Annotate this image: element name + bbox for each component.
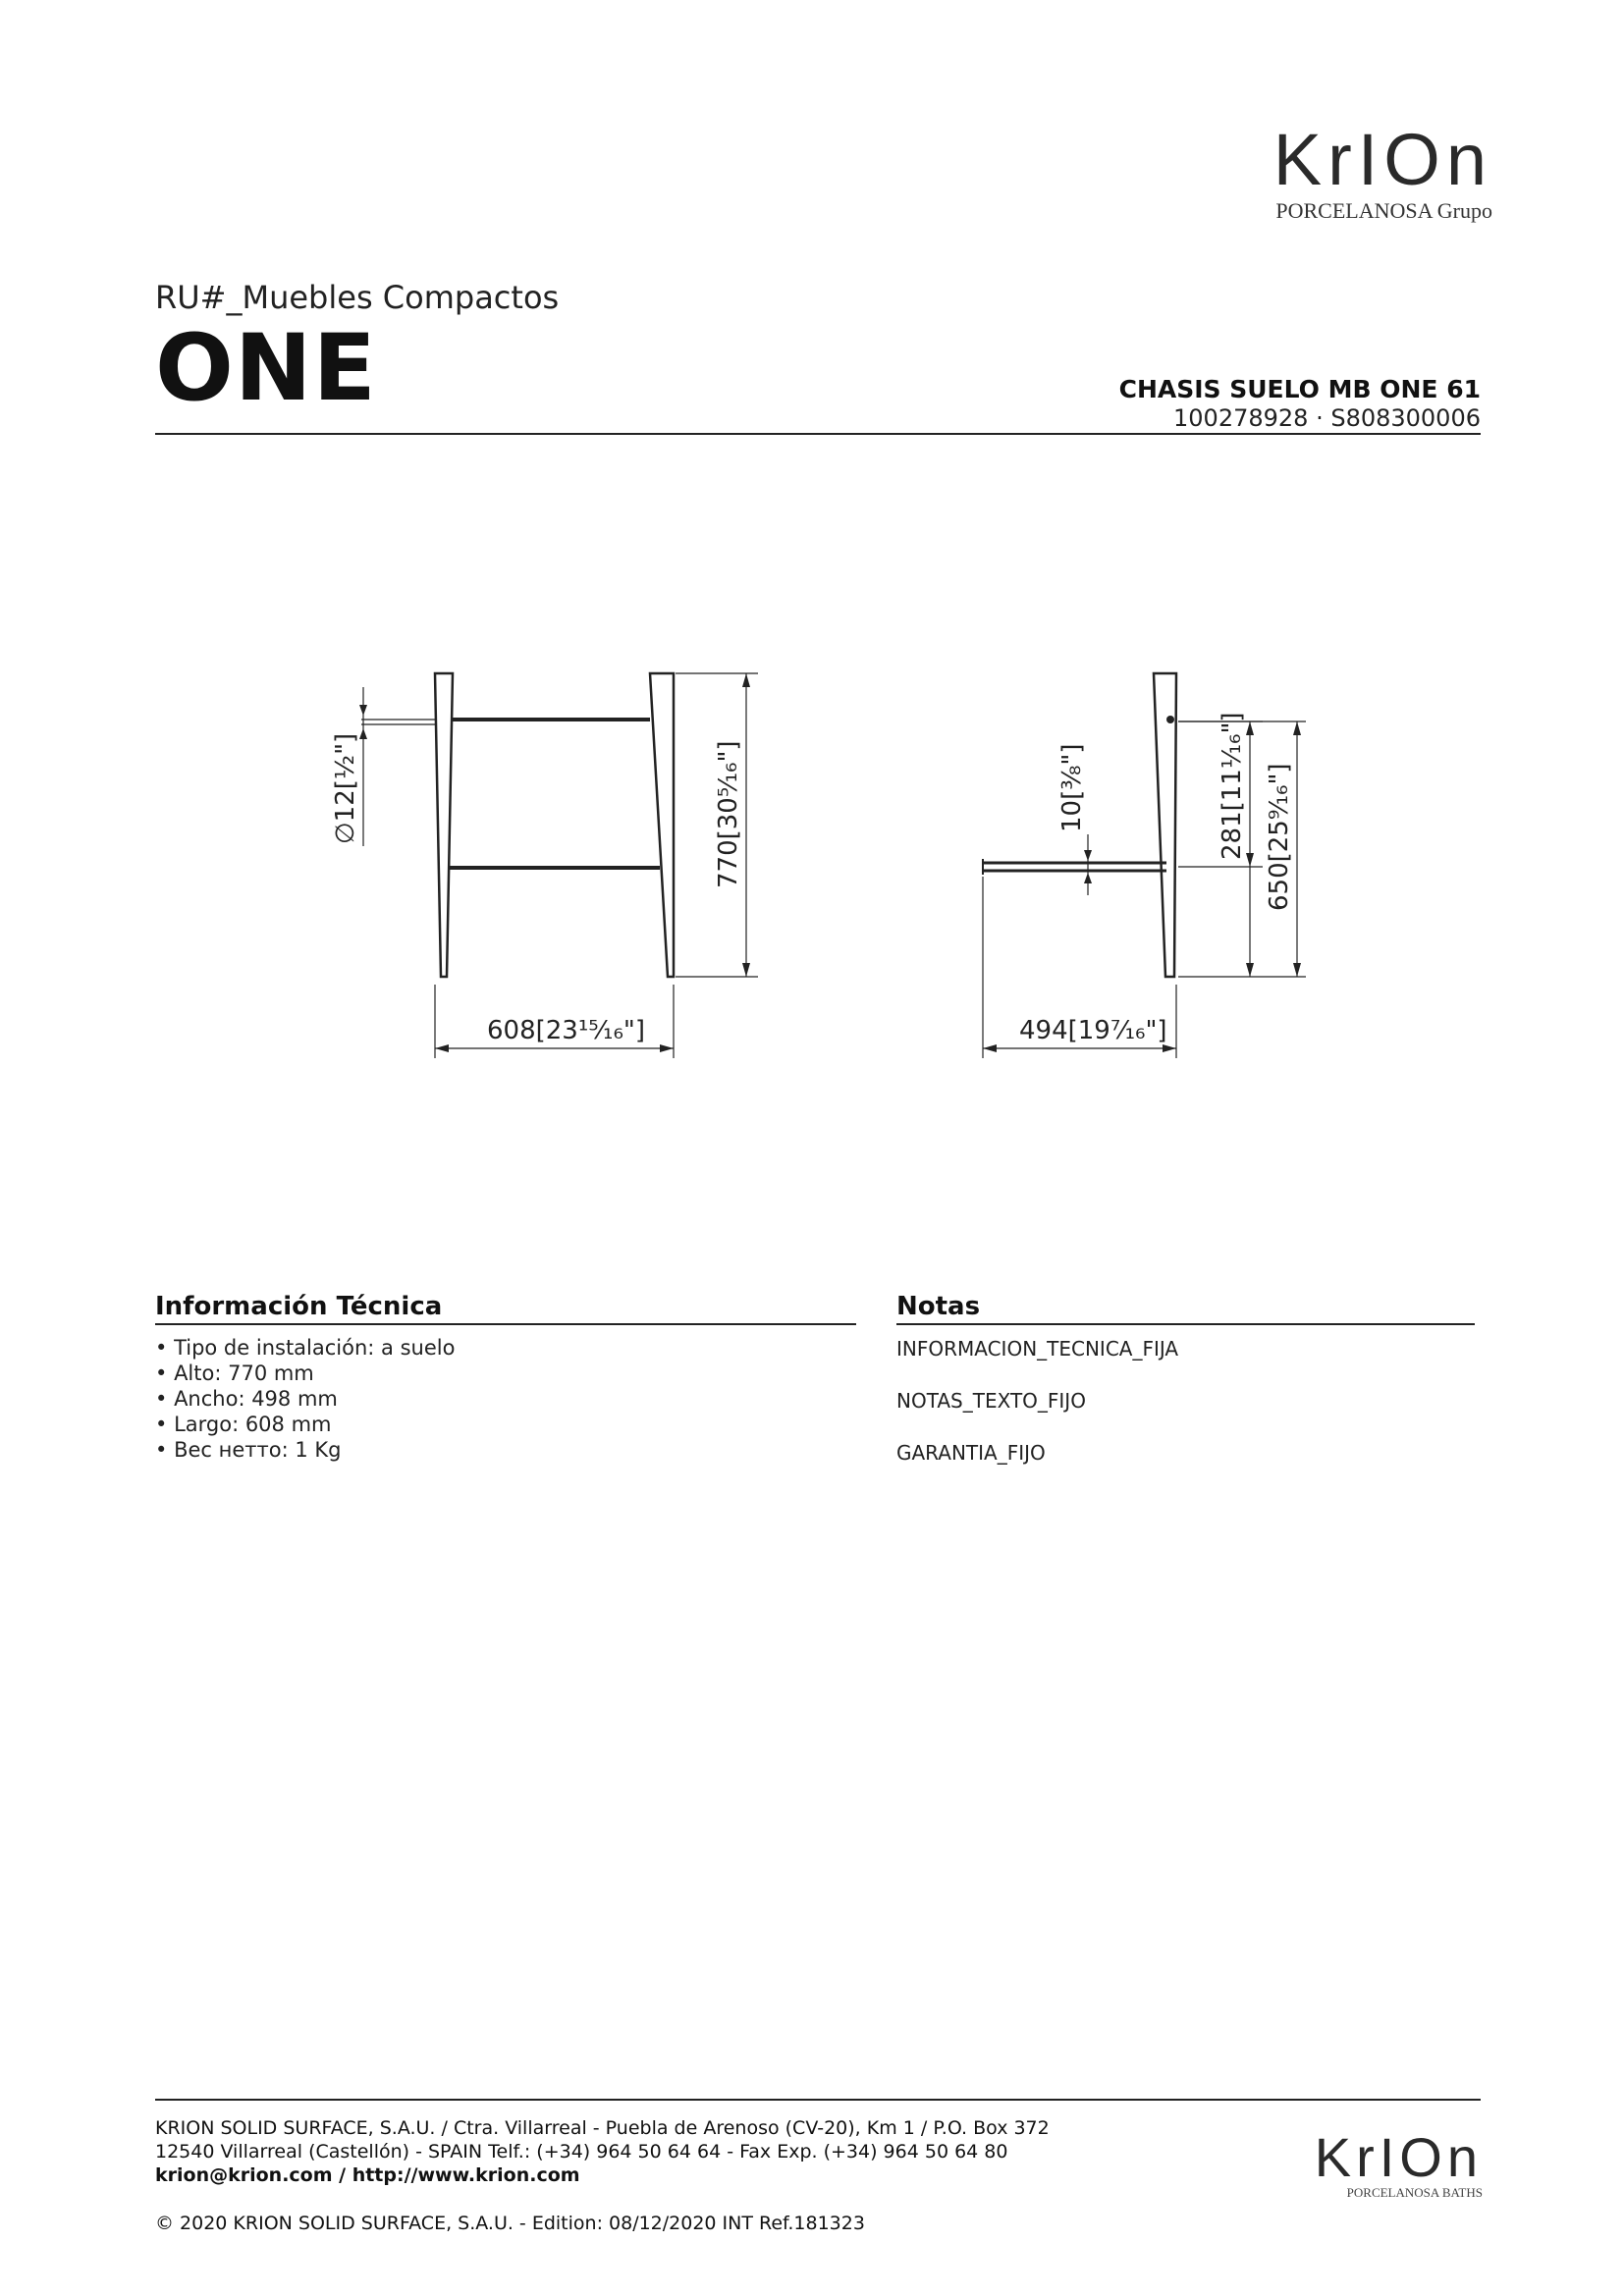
copyright: © 2020 KRION SOLID SURFACE, S.A.U. - Edition: 08/12/2020 INT Ref.181323 [155, 2213, 865, 2234]
footer-line: KRION SOLID SURFACE, S.A.U. / Ctra. Villarreal - Puebla de Arenoso (CV-20), Km 1 / P.O. Box 372 [155, 2117, 1050, 2139]
dim-depth: 494[19⁷⁄₁₆"] [1019, 1016, 1167, 1045]
notes-title: Notas [896, 1292, 981, 1321]
product-reference: 100278928 · S808300006 [1173, 404, 1481, 432]
product-category: RU#_Muebles Compactos [155, 279, 560, 316]
dim-thickness: 10[⅜"] [1057, 743, 1087, 832]
spec-item: • Вес нетто: 1 Kg [155, 1437, 455, 1463]
technical-spec-list [155, 1335, 455, 1463]
notes-divider [896, 1323, 1475, 1325]
front-view [359, 673, 758, 1058]
dim-width: 608[23¹⁵⁄₁₆"] [487, 1016, 645, 1045]
logo-wordmark: KrIOn [1272, 119, 1492, 200]
dim-diameter: ∅12[½"] [331, 732, 360, 844]
spec-item: • Tipo de instalación: a suelo [155, 1335, 455, 1361]
footer-line: 12540 Villarreal (Castellón) - SPAIN Telf.: (+34) 964 50 64 64 - Fax Exp. (+34) 964 50 64 80 [155, 2141, 1008, 2163]
note-line: INFORMACION_TECNICA_FIJA [896, 1337, 1179, 1361]
note-line: GARANTIA_FIJO [896, 1441, 1046, 1465]
dim-shelf-height: 281[11¹⁄₁₆"] [1218, 712, 1247, 860]
footer-contact-link[interactable]: krion@krion.com / http://www.krion.com [155, 2164, 580, 2186]
krion-footer-logo [1286, 2126, 1483, 2201]
footer-divider [155, 2099, 1481, 2101]
spec-item: • Largo: 608 mm [155, 1412, 455, 1437]
footer-logo-wordmark: KrIOn [1314, 2126, 1483, 2188]
notes-list [896, 1337, 1178, 1493]
product-name: CHASIS SUELO MB ONE 61 [1118, 375, 1481, 403]
logo-subtitle: PORCELANOSA Grupo [1275, 198, 1492, 223]
side-view [983, 673, 1306, 1058]
technical-info-title: Información Técnica [155, 1292, 443, 1321]
footer-logo-subtitle: PORCELANOSA BATHS [1346, 2185, 1483, 2200]
footer-address [155, 2116, 1050, 2187]
technical-info-divider [155, 1323, 856, 1325]
product-title: ONE [155, 315, 377, 422]
dim-mount-height: 650[25⁹⁄₁₆"] [1265, 763, 1294, 911]
spec-item: • Alto: 770 mm [155, 1361, 455, 1386]
dim-height: 770[30⁵⁄₁₆"] [714, 740, 743, 888]
spec-item: • Ancho: 498 mm [155, 1386, 455, 1412]
note-line: NOTAS_TEXTO_FIJO [896, 1389, 1086, 1413]
